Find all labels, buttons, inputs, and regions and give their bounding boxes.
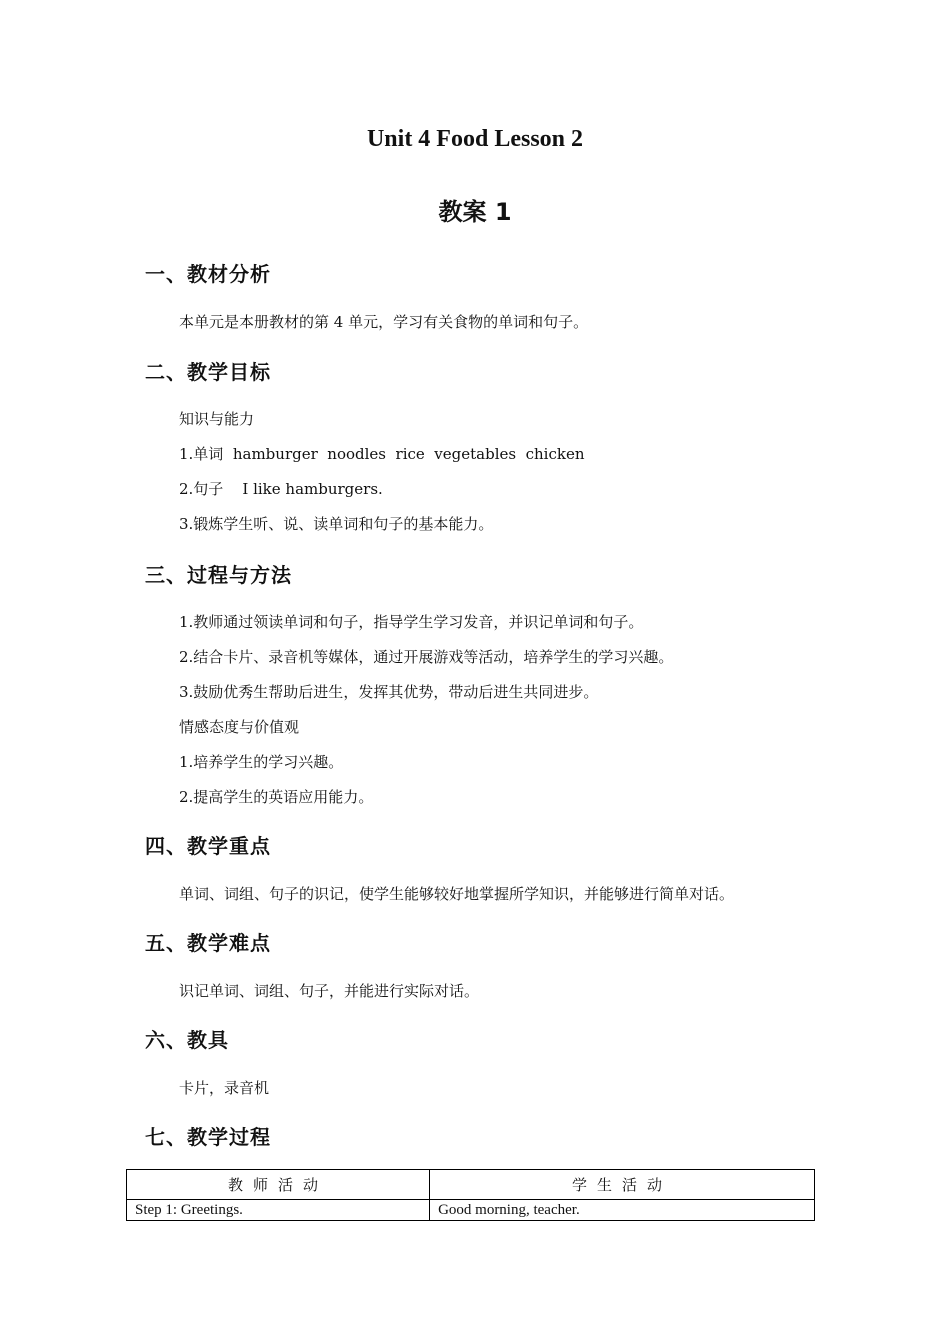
paragraph: 1.培养学生的学习兴趣。	[179, 753, 344, 771]
document-title: Unit 4 Food Lesson 2	[366, 126, 584, 152]
paragraph: 1.单词 hamburger noodles rice vegetables chicken	[179, 445, 585, 463]
table-header-row	[127, 1170, 815, 1200]
paragraph: 识记单词、词组、句子，并能进行实际对话。	[179, 982, 480, 1000]
paragraph: 2.结合卡片、录音机等媒体，通过开展游戏等活动，培养学生的学习兴趣。	[179, 648, 674, 666]
paragraph: 3.鼓励优秀生帮助后进生，发挥其优势，带动后进生共同进步。	[179, 683, 599, 701]
document-subtitle: 教案 1	[438, 198, 512, 226]
section-heading-procedure: 七、教学过程	[145, 1125, 271, 1149]
section-heading-key-points: 四、教学重点	[145, 834, 271, 858]
paragraph: 知识与能力	[179, 410, 255, 428]
paragraph: 2.提高学生的英语应用能力。	[179, 788, 374, 806]
section-heading-teaching-aids: 六、教具	[145, 1028, 229, 1052]
table-header-student: 学生活动	[430, 1170, 815, 1200]
section-heading-difficulties: 五、教学难点	[145, 931, 271, 955]
paragraph: 本单元是本册教材的第 4 单元，学习有关食物的单词和句子。	[179, 313, 589, 331]
paragraph: 3.锻炼学生听、说、读单词和句子的基本能力。	[179, 515, 494, 533]
paragraph: 1.教师通过领读单词和句子，指导学生学习发音，并识记单词和句子。	[179, 613, 644, 631]
paragraph: 情感态度与价值观	[179, 718, 300, 736]
section-heading-objectives: 二、教学目标	[145, 360, 271, 384]
procedure-table	[126, 1169, 815, 1221]
paragraph: 单词、词组、句子的识记，使学生能够较好地掌握所学知识，并能够进行简单对话。	[179, 885, 735, 903]
table-header-teacher: 教师活动	[127, 1170, 430, 1200]
paragraph: 2.句子 I like hamburgers.	[179, 480, 383, 498]
table-cell: Step 1: Greetings.	[127, 1200, 430, 1221]
table-row	[127, 1200, 815, 1221]
paragraph: 卡片，录音机	[179, 1079, 270, 1097]
section-heading-analysis: 一、教材分析	[145, 262, 271, 286]
section-heading-methods: 三、过程与方法	[145, 563, 292, 587]
table-cell: Good morning, teacher.	[430, 1200, 815, 1221]
